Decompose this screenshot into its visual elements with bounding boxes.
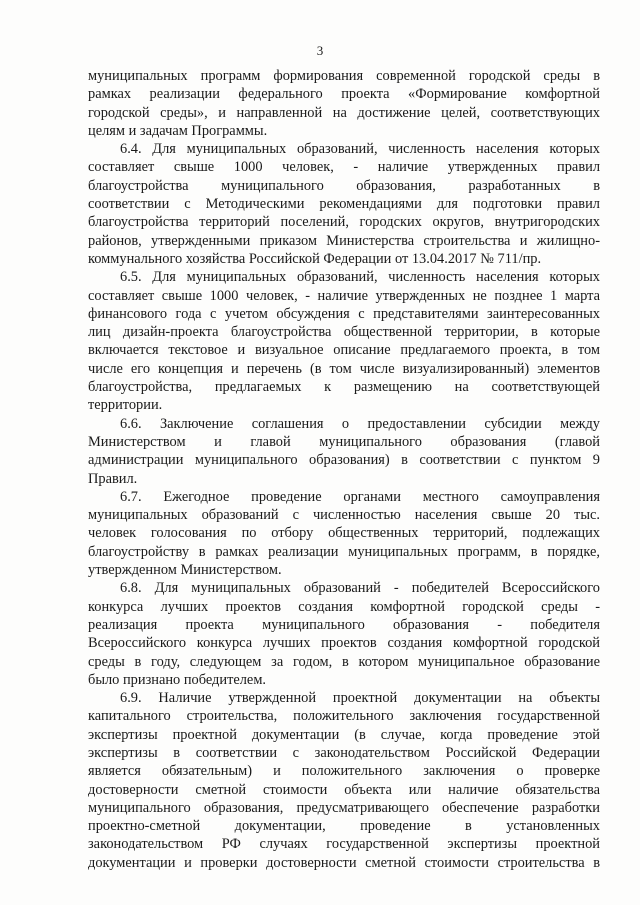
text-line: муниципального образования, предусматривающего обеспечение разработки: [88, 799, 600, 816]
text-line: благоустройства территорий поселений, городских округов, внутригородских: [88, 214, 600, 231]
text-line: 6.7. Ежегодное проведение органами местного самоуправления: [120, 488, 600, 505]
text-line: рамках реализации федерального проекта «Формирование комфортной: [88, 86, 600, 103]
text-line: 6.5. Для муниципальных образований, численность населения которых: [120, 269, 600, 286]
text-line: документации и проверки достоверности сметной стоимости строительства в: [88, 854, 600, 871]
text-line: благоустройству в рамках реализации муниципальных программ, в порядке,: [88, 543, 600, 560]
text-line: экспертизы проектной документации (в случае, когда проведение этой: [88, 726, 600, 743]
text-line: среды в году, следующем за годом, в котором муниципальное образование: [88, 653, 600, 670]
text-line: 6.4. Для муниципальных образований, численность населения которых: [120, 141, 600, 158]
text-line: 6.6. Заключение соглашения о предоставлении субсидии между: [120, 415, 600, 432]
page-number: 3: [316, 43, 324, 58]
text-line: муниципальных программ формирования современной городской среды в: [88, 68, 600, 84]
text-line: лиц дизайн-проекта благоустройства общественной территории, в которые: [88, 324, 600, 341]
text-line: администрации муниципального образования) в соответствии с пунктом 9: [88, 452, 600, 469]
text-line: финансового года с учетом обсуждения с представителями заинтересованных: [88, 305, 600, 322]
text-line: коммунального хозяйства Российской Федерации от 13.04.2017 № 711/пр.: [88, 250, 542, 267]
text-line: достоверности сметной стоимости объекта или наличие обязательства: [88, 781, 600, 798]
text-line: районов, утвержденными приказом Министерства строительства и жилищно-: [88, 232, 600, 249]
text-line: Министерством и главой муниципального образования (главой: [88, 433, 600, 450]
text-line: утвержденном Министерством.: [88, 562, 282, 579]
text-line: проектно-сметной документации, проведение в установленных: [88, 818, 600, 835]
text-line: 6.8. Для муниципальных образований - победителей Всероссийского: [120, 580, 600, 597]
text-line: городской среды», и направленной на достижение целей, соответствующих: [88, 104, 600, 121]
text-line: территории.: [88, 397, 163, 414]
text-line: является обязательным) и положительного заключения о проверке: [88, 763, 600, 780]
text-line: Всероссийского конкурса лучших проектов создания комфортной городской: [88, 635, 600, 652]
document-body: [88, 67, 600, 872]
text-line: соответствии с Методическими рекомендациями для подготовки правил: [88, 196, 600, 213]
text-line: было признано победителем.: [88, 671, 267, 688]
text-line: муниципальных образований с численностью населения свыше 20 тыс.: [88, 507, 600, 524]
text-line: благоустройства муниципального образования, разработанных в: [88, 177, 600, 194]
text-line: реализация проекта муниципального образования - победителя: [88, 616, 600, 633]
text-line: составляет свыше 1000 человек, - наличие утвержденных правил: [88, 159, 600, 176]
text-line: Правил.: [88, 470, 138, 487]
text-line: конкурса лучших проектов создания комфортной городской среды -: [88, 598, 600, 615]
text-line: капитального строительства, положительного заключения государственной: [88, 708, 600, 725]
text-line: включается текстовое и визуальное описание предлагаемого проекта, в том: [88, 342, 600, 359]
text-line: числе его концепция и перечень (в том числе визуализированный) элементов: [88, 360, 600, 377]
text-line: человек голосования по отбору общественных территорий, подлежащих: [88, 525, 600, 542]
text-line: благоустройства, предлагаемых к размещению на соответствующей: [88, 379, 600, 396]
text-line: экспертизы в соответствии с законодательством Российской Федерации: [88, 744, 600, 761]
text-line: 6.9. Наличие утвержденной проектной документации на объекты: [120, 690, 600, 707]
text-line: составляет свыше 1000 человек, - наличие утвержденных не позднее 1 марта: [88, 287, 600, 304]
text-line: законодательством РФ случаях государственной экспертизы проектной: [88, 836, 600, 853]
text-line: целям и задачам Программы.: [88, 122, 268, 139]
